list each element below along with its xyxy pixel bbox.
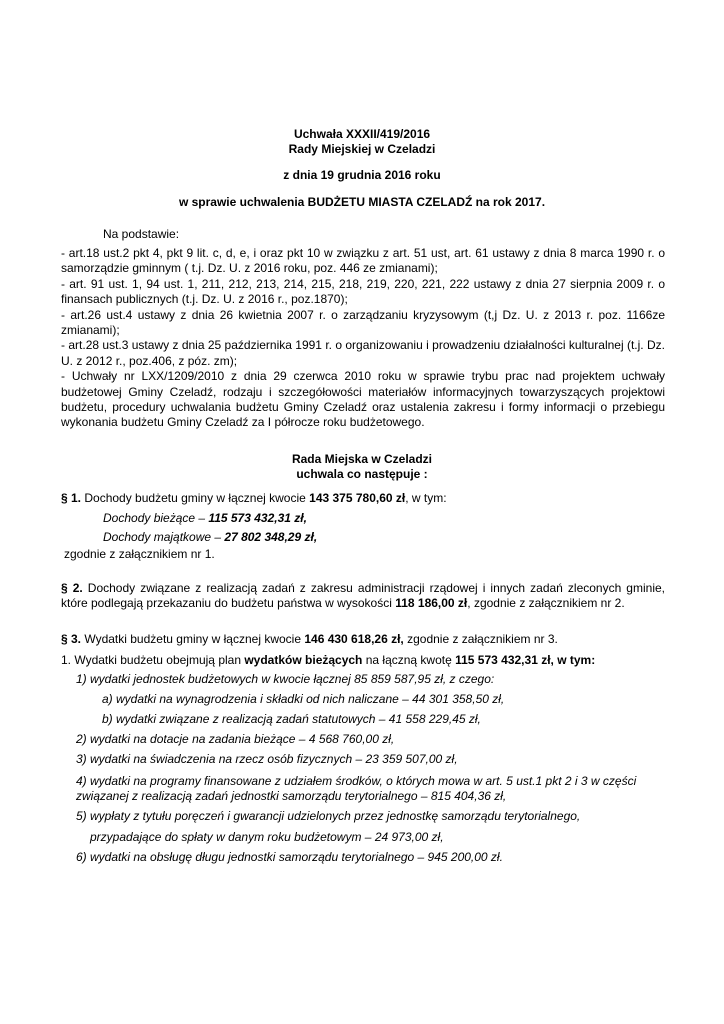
expense-item: 5) wypłaty z tytułu poręczeń i gwarancji udzielonych przez jednostkę samorządu terytorialnego, xyxy=(76,809,581,823)
legal-basis-item: - art. 91 ust. 1, 94 ust. 1, 211, 212, 213, 214, 215, 218, 219, 220, 221, 222 ustawy z dnia 27 sierpnia 2009 r. o finansach publicznych (t.j. Dz. U. z 2016 r., poz.1870); xyxy=(61,276,665,307)
expense-item: 1) wydatki jednostek budżetowych w kwocie łącznej 85 859 587,95 zł, z czego: xyxy=(76,672,495,686)
section-1-text: § 1. Dochody budżetu gminy w łącznej kwocie 143 375 780,60 zł, w tym: xyxy=(61,491,447,505)
current-income: Dochody bieżące – 115 573 432,31 zł, xyxy=(103,511,307,525)
expense-item: a) wydatki na wynagrodzenia i składki od nich naliczane – 44 301 358,50 zł, xyxy=(102,692,505,706)
resolution-number: Uchwała XXXII/419/2016 xyxy=(293,127,431,141)
section-2: § 2. Dochody związane z realizacją zadań z zakresu administracji rządowej i innych zadań zleconych gminie, które podlegają przekazaniu do budżetu państwa w wysokości 118 186,00 zł, zgodnie z załącznikiem nr 2. xyxy=(61,581,665,611)
legal-basis-item: - art.18 ust.2 pkt 4, pkt 9 lit. c, d, e, i oraz pkt 10 w związku z art. 51 ust, art. 61 ustawy z dnia 8 marca 1990 r. o samorządzie gminnym ( t.j. Dz. U. z 2016 roku, poz. 446 ze zmianami); xyxy=(61,246,665,276)
expense-item: 3) wydatki na świadczenia na rzecz osób fizycznych – 23 359 507,00 zł, xyxy=(76,752,458,766)
capital-income: Dochody majątkowe – 27 802 348,29 zł, xyxy=(103,530,318,544)
legal-basis-intro: Na podstawie: xyxy=(103,227,180,241)
section-3-text: § 3. Wydatki budżetu gminy w łącznej kwocie 146 430 618,26 zł, zgodnie z załącznikiem nr 3. xyxy=(61,632,558,646)
expense-item: przypadające do spłaty w danym roku budżetowym – 24 973,00 zł, xyxy=(90,830,444,844)
section-1-attachment: zgodnie z załącznikiem nr 1. xyxy=(64,547,215,561)
legal-basis-item: - Uchwały nr LXX/1209/2010 z dnia 29 czerwca 2010 roku w sprawie trybu prac nad projektem uchwały budżetowej Gminy Czeladź, rodzaju i szczegółowości materiałów informacyjnych towarzyszących projektowi budżetu, procedury uchwalania budżetu Gminy Czeladź oraz ustalenia zakresu i formy informacji o przebiegu wykonania budżetu Gminy Czeladź za I półrocze roku budżetowego. xyxy=(61,369,665,430)
expense-item: związanej z realizacją zadań jednostki samorządu terytorialnego – 815 404,36 zł, xyxy=(76,789,507,803)
expense-item: 6) wydatki na obsługę długu jednostki samorządu terytorialnego – 945 200,00 zł. xyxy=(76,850,503,864)
resolution-date: z dnia 19 grudnia 2016 roku xyxy=(283,168,441,182)
legal-basis-item: - art.28 ust.3 ustawy z dnia 25 października 1991 r. o organizowaniu i prowadzeniu działalności kulturalnej (t.j. Dz. U. z 2012 r., poz.406, z póz. zm); xyxy=(61,338,665,368)
legal-basis-list xyxy=(61,246,665,431)
expense-item: 4) wydatki na programy finansowane z udziałem środków, o których mowa w art. 5 ust.1 pkt 2 i 3 w części xyxy=(76,774,637,788)
expense-item: b) wydatki związane z realizacją zadań statutowych – 41 558 229,45 zł, xyxy=(102,712,481,726)
resolution-subject: w sprawie uchwalenia BUDŻETU MIASTA CZELADŹ na rok 2017. xyxy=(178,195,546,209)
council-name: Rady Miejskiej w Czeladzi xyxy=(288,142,436,156)
section-3-point-1: 1. Wydatki budżetu obejmują plan wydatków bieżących na łączną kwotę 115 573 432,31 zł, w tym: xyxy=(61,653,596,667)
legal-basis-item: - art.26 ust.4 ustawy z dnia 26 kwietnia 2007 r. o zarządzaniu kryzysowym (t,j Dz. U. z 2013 r. poz. 1166ze zmianami); xyxy=(61,307,665,338)
council-heading: Rada Miejska w Czeladzi uchwala co następuje : xyxy=(291,452,433,481)
expense-item: 2) wydatki na dotacje na zadania bieżące – 4 568 760,00 zł, xyxy=(76,732,395,746)
